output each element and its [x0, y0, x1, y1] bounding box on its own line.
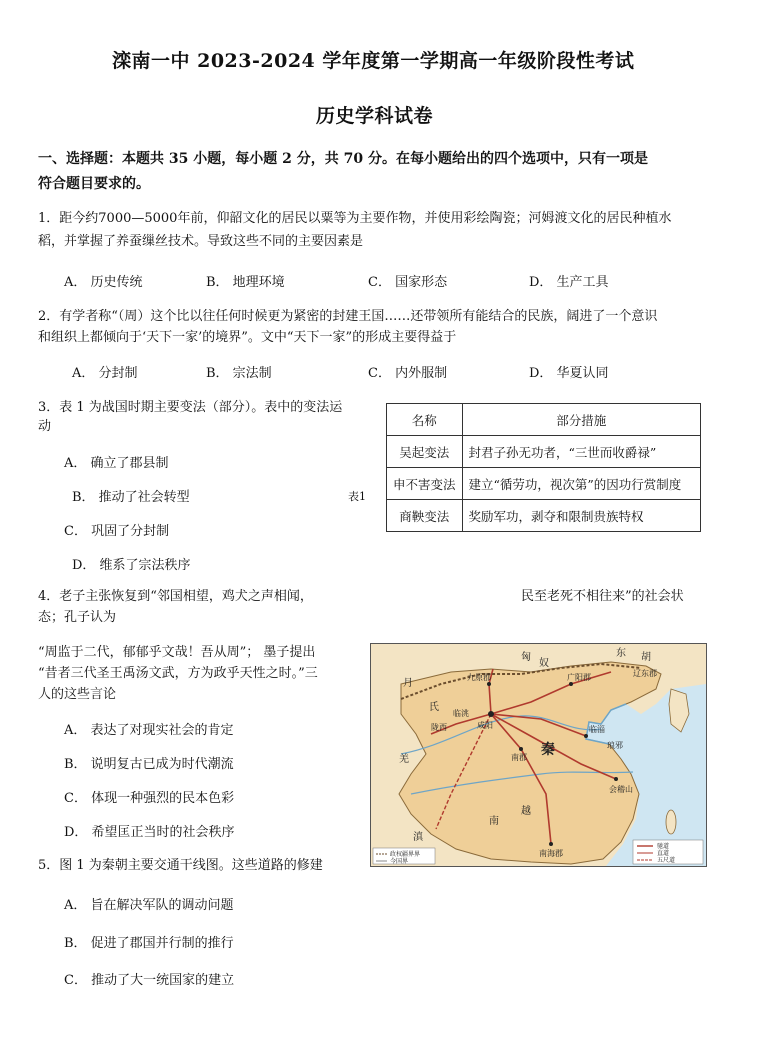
question-4-stem-cont: 态；孔子认为 [38, 610, 117, 625]
table-cell: 商鞅变法 [387, 500, 463, 532]
question-1-option-d[interactable]: D． 生产工具 [529, 275, 609, 290]
table-header-measures: 部分措施 [462, 404, 700, 436]
city-dot [584, 734, 588, 738]
question-4-option-a[interactable]: A． 表达了对现实社会的肯定 [64, 723, 234, 738]
question-2-stem-cont: 和组织上都倾向于‘天下一家’的境界”。文中“天下一家”的形成主要得益于 [38, 330, 457, 345]
question-4-stem: 4．老子主张恢复到“邻国相望，鸡犬之声相闻， [38, 589, 313, 604]
question-2-option-b[interactable]: B． 宗法制 [206, 366, 272, 381]
question-4-stem-right: 民至老死不相往来”的社会状 [521, 589, 684, 604]
map-label: 陇西 [431, 723, 447, 732]
question-3-stem-cont: 动 [38, 419, 52, 434]
question-2-stem: 2．有学者称“（周）这个比以往任何时候更为紧密的封建王国……还带领所有能结合的民族，阔进了一个意识 [38, 309, 658, 324]
map-label: 月 [403, 678, 413, 689]
table-cell: 建立“循劳功，视次第”的因功行赏制度 [462, 468, 700, 500]
table-cell: 申不害变法 [387, 468, 463, 500]
peninsula [669, 689, 689, 732]
question-5-option-c[interactable]: C． 推动了大一统国家的建立 [64, 973, 235, 988]
city-dot [519, 747, 523, 751]
city-dot [549, 842, 553, 846]
map-label: 琅邪 [607, 741, 623, 750]
map-label: 越 [521, 806, 531, 817]
question-5-option-a[interactable]: A． 旨在解决军队的调动问题 [64, 898, 234, 913]
question-2-option-d[interactable]: D． 华夏认同 [529, 366, 609, 381]
question-4-stem-end: 人的这些言论 [38, 687, 117, 702]
map-label: 匈 [521, 652, 531, 663]
table-row [387, 436, 701, 468]
table-row [387, 500, 701, 532]
map-label: 奴 [539, 658, 549, 669]
table-1-label: 表1 [348, 490, 366, 503]
map-label: 南 [489, 816, 499, 827]
table-cell: 吴起变法 [387, 436, 463, 468]
question-4-quote-1: “周监于二代，郁郁乎文哉！吾从周”； 墨子提出 [38, 645, 316, 660]
city-dot [488, 711, 494, 717]
qin-territory [399, 662, 661, 864]
question-3-stem: 3．表 1 为战国时期主要变法（部分）。表中的变法运 [38, 400, 343, 415]
map-label: 临淄 [589, 725, 605, 734]
question-4-option-d[interactable]: D． 希望匡正当时的社会秩序 [64, 825, 235, 840]
question-1-stem-cont: 稻，并掌握了养蚕缫丝技术。导致这些不同的主要因素是 [38, 234, 364, 249]
city-dot [614, 777, 618, 781]
question-3-option-b[interactable]: B． 推动了社会转型 [72, 490, 190, 505]
map-label: 广阳郡 [567, 673, 591, 682]
table-header-name: 名称 [387, 404, 463, 436]
legend-text: 政权疆界界 [390, 851, 421, 858]
question-4-quote-2: “昔者三代圣王禹汤文武，方为政乎天性之时。”三 [38, 666, 318, 681]
city-dot [487, 682, 491, 686]
map-label: 辽东郡 [633, 669, 657, 678]
question-2-option-a[interactable]: A． 分封制 [72, 366, 138, 381]
map-label: 南海郡 [539, 849, 563, 858]
map-label: 秦 [541, 742, 555, 758]
section-heading-cont: 符合题目要求的。 [38, 176, 150, 192]
question-3-option-c[interactable]: C． 巩固了分封制 [64, 524, 170, 539]
question-4-option-c[interactable]: C． 体现一种强烈的民本色彩 [64, 791, 235, 806]
table-row [387, 468, 701, 500]
map-label: 胡 [641, 652, 651, 663]
question-1-option-b[interactable]: B． 地理环境 [206, 275, 285, 290]
exam-subtitle: 历史学科试卷 [316, 105, 434, 127]
legend-text: 直道 [657, 850, 670, 857]
map-label: 氏 [429, 702, 439, 713]
section-heading: 一、选择题：本题共 35 小题，每小题 2 分，共 70 分。在每小题给出的四个选项中，只有一项是 [38, 151, 648, 167]
question-1-option-a[interactable]: A． 历史传统 [64, 275, 143, 290]
question-3-option-d[interactable]: D． 维系了宗法秩序 [72, 558, 191, 573]
map-label: 会稽山 [609, 785, 633, 794]
map-label: 咸阳 [477, 721, 493, 730]
reform-table [386, 403, 701, 532]
legend-text: 驰道 [657, 843, 670, 850]
map-label: 南郡 [511, 753, 527, 762]
question-5-stem: 5．图 1 为秦朝主要交通干线图。这些道路的修建 [38, 858, 323, 873]
map-label: 滇 [413, 832, 423, 843]
table-cell: 封君子孙无功者，“三世而收爵禄” [462, 436, 700, 468]
table-header-row [387, 404, 701, 436]
legend-text: 今国界 [390, 858, 409, 865]
island [666, 810, 676, 834]
table-cell: 奖励军功，剥夺和限制贵族特权 [462, 500, 700, 532]
question-4-option-b[interactable]: B． 说明复古已成为时代潮流 [64, 757, 234, 772]
qin-road-map [370, 643, 707, 867]
exam-title: 滦南一中 2023-2024 学年度第一学期高一年级阶段性考试 [112, 50, 635, 72]
question-2-option-c[interactable]: C． 内外服制 [368, 366, 448, 381]
legend-text: 五尺道 [657, 857, 676, 864]
map-svg [371, 644, 706, 866]
map-label: 东 [616, 648, 626, 659]
map-label: 九原郡 [467, 673, 491, 682]
question-5-option-b[interactable]: B． 促进了郡国并行制的推行 [64, 936, 234, 951]
map-label: 临洮 [453, 709, 469, 718]
map-label: 羌 [399, 754, 409, 765]
question-1-option-c[interactable]: C． 国家形态 [368, 275, 448, 290]
city-dot [569, 682, 573, 686]
question-1-stem: 1．距今约7000—5000年前，仰韶文化的居民以粟等为主要作物，并使用彩绘陶瓷；河姆渡文化的居民种植水 [38, 211, 672, 226]
question-3-option-a[interactable]: A． 确立了郡县制 [64, 456, 169, 471]
